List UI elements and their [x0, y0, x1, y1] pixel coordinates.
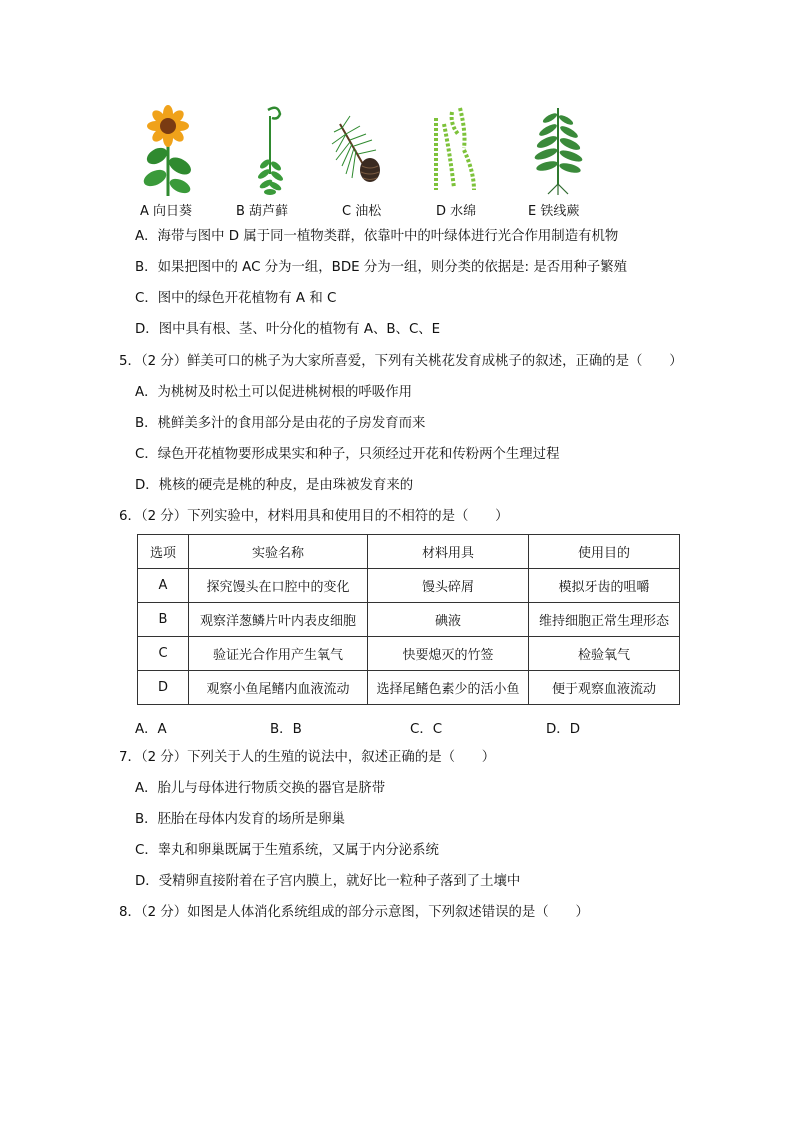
q7-option-b: B．胚胎在母体内发育的场所是卵巢 — [135, 812, 346, 827]
table-cell: 选择尾鳍色素少的活小鱼 — [368, 671, 529, 705]
q6-answer-c: C．C — [410, 722, 443, 737]
table-cell: 模拟牙齿的咀嚼 — [529, 569, 680, 603]
caption-fern: E 铁线蕨 — [528, 204, 580, 219]
table-cell: 验证光合作用产生氧气 — [189, 637, 368, 671]
table-cell: C — [138, 637, 189, 671]
table-cell: 碘液 — [368, 603, 529, 637]
table-cell: B — [138, 603, 189, 637]
table-header-row — [138, 535, 680, 569]
q6-answer-b: B．B — [270, 722, 302, 737]
table-row — [138, 637, 680, 671]
table-row — [138, 569, 680, 603]
q4-option-c: C．图中的绿色开花植物有 A 和 C — [135, 291, 337, 306]
table-cell: 探究馒头在口腔中的变化 — [189, 569, 368, 603]
caption-spirogyra: D 水绵 — [436, 204, 477, 219]
table-cell: 便于观察血液流动 — [529, 671, 680, 705]
table-cell: 观察洋葱鳞片叶内表皮细胞 — [189, 603, 368, 637]
q7-stem: 7．（2 分）下列关于人的生殖的说法中，叙述正确的是（ ） — [119, 750, 496, 765]
q5-option-a: A．为桃树及时松土可以促进桃树根的呼吸作用 — [135, 385, 412, 400]
q7-option-a: A．胎儿与母体进行物质交换的器官是脐带 — [135, 781, 386, 796]
q5-stem: 5．（2 分）鲜美可口的桃子为大家所喜爱，下列有关桃花发育成桃子的叙述，正确的是（ ） — [119, 354, 683, 369]
moss-illustration — [256, 104, 286, 196]
table-cell: 维持细胞正常生理形态 — [529, 603, 680, 637]
pine-illustration — [330, 104, 392, 196]
q7-option-c: C．睾丸和卵巢既属于生殖系统，又属于内分泌系统 — [135, 843, 439, 858]
q4-option-d: D．图中具有根、茎、叶分化的植物有 A、B、C、E — [135, 322, 441, 337]
q7-option-d: D．受精卵直接附着在子宫内膜上，就好比一粒种子落到了土壤中 — [135, 874, 521, 889]
table-cell: A — [138, 569, 189, 603]
spirogyra-illustration — [430, 104, 480, 196]
plant-figure — [130, 104, 610, 219]
experiment-table — [137, 534, 680, 705]
table-header: 使用目的 — [529, 535, 680, 569]
q6-answer-d: D．D — [546, 722, 581, 737]
table-cell: 馒头碎屑 — [368, 569, 529, 603]
q5-option-b: B．桃鲜美多汁的食用部分是由花的子房发育而来 — [135, 416, 426, 431]
q6-answer-a: A．A — [135, 722, 167, 737]
q5-option-c: C．绿色开花植物要形成果实和种子，只须经过开花和传粉两个生理过程 — [135, 447, 560, 462]
table-row — [138, 603, 680, 637]
table-row — [138, 671, 680, 705]
caption-moss: B 葫芦藓 — [236, 204, 289, 219]
q5-option-d: D．桃核的硬壳是桃的种皮，是由珠被发育来的 — [135, 478, 414, 493]
fern-illustration — [532, 104, 588, 196]
table-cell: 检验氧气 — [529, 637, 680, 671]
caption-sunflower: A 向日葵 — [140, 204, 193, 219]
sunflower-illustration — [140, 104, 196, 196]
q8-stem: 8．（2 分）如图是人体消化系统组成的部分示意图，下列叙述错误的是（ ） — [119, 905, 589, 920]
table-cell: D — [138, 671, 189, 705]
table-cell: 快要熄灭的竹签 — [368, 637, 529, 671]
q4-option-b: B．如果把图中的 AC 分为一组，BDE 分为一组，则分类的依据是: 是否用种子繁殖 — [135, 260, 628, 275]
table-header: 实验名称 — [189, 535, 368, 569]
q4-option-a: A．海带与图中 D 属于同一植物类群，依靠叶中的叶绿体进行光合作用制造有机物 — [135, 229, 619, 244]
q6-stem: 6．（2 分）下列实验中，材料用具和使用目的不相符的是（ ） — [119, 509, 509, 524]
table-header: 材料用具 — [368, 535, 529, 569]
table-cell: 观察小鱼尾鳍内血液流动 — [189, 671, 368, 705]
table-header: 选项 — [138, 535, 189, 569]
caption-pine: C 油松 — [342, 204, 382, 219]
